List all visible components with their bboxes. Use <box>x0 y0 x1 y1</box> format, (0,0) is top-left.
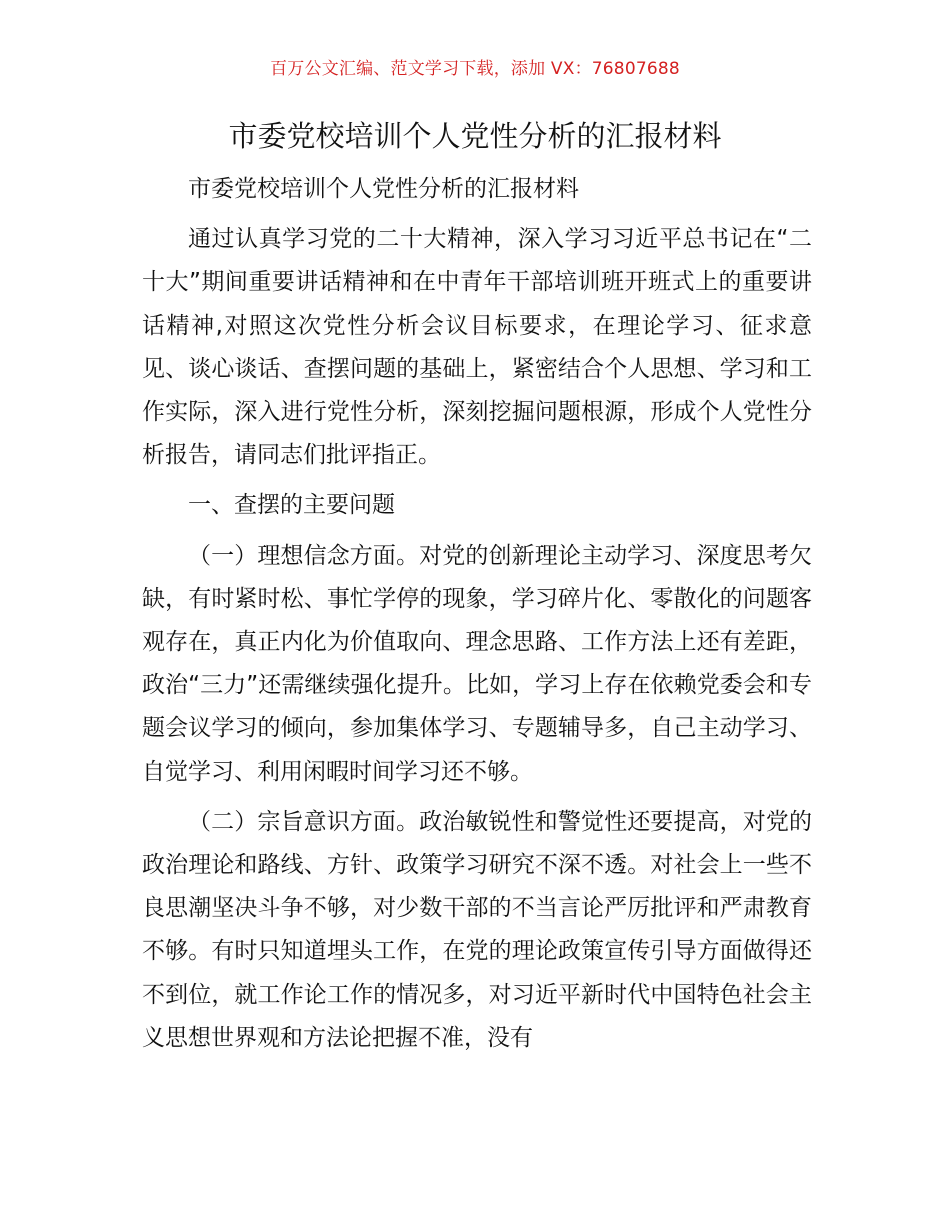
paragraph-ideals: （一）理想信念方面。对党的创新理论主动学习、深度思考欠缺，有时紧时松、事忙学停的现象，学习碎片化、零散化的问题客观存在，真正内化为价值取向、理念思路、工作方法上还有差距，政治“三力”还需继续强化提升。比如，学习上存在依赖党委会和专题会议学习的倾向，参加集体学习、专题辅导多，自己主动学习、自觉学习、利用闲暇时间学习还不够。 <box>142 542 812 785</box>
intro-paragraph: 通过认真学习党的二十大精神，深入学习习近平总书记在“二十大”期间重要讲话精神和在中青年干部培训班开班式上的重要讲话精神,对照这次党性分析会议目标要求，在理论学习、征求意见、谈心谈话、查摆问题的基础上，紧密结合个人思想、学习和工作实际，深入进行党性分析，深刻挖掘问题根源，形成个人党性分析报告，请同志们批评指正。 <box>142 226 812 469</box>
document-subtitle: 市委党校培训个人党性分析的汇报材料 <box>188 176 579 202</box>
document-body <box>142 168 812 1060</box>
section-heading: 一、查摆的主要问题 <box>188 492 395 519</box>
watermark-text: 百万公文汇编、范文学习下载，添加 VX：76807688 <box>270 59 680 79</box>
document-title: 市委党校培训个人党性分析的汇报材料 <box>228 119 722 153</box>
paragraph-purpose: （二）宗旨意识方面。政治敏锐性和警觉性还要提高，对党的政治理论和路线、方针、政策学习研究不深不透。对社会上一些不良思潮坚决斗争不够，对少数干部的不当言论严厉批评和严肃教育不够。有时只知道埋头工作，在党的理论政策宣传引导方面做得还不到位，就工作论工作的情况多，对习近平新时代中国特色社会主义思想世界观和方法论把握不准，没有 <box>142 808 812 1051</box>
